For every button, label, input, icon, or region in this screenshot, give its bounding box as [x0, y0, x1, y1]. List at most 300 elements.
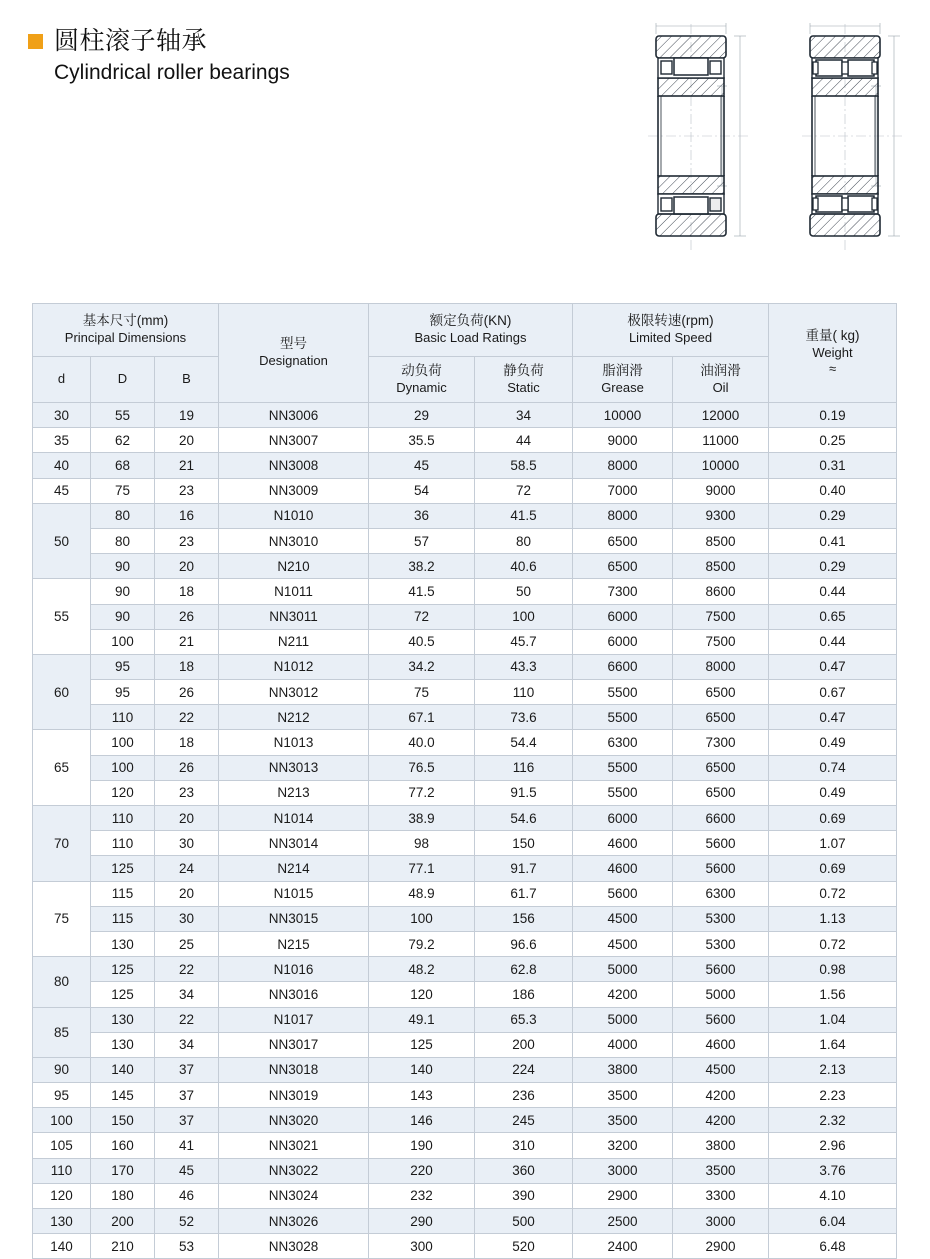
cell-width: 45	[155, 1158, 219, 1183]
cell-designation: NN3008	[219, 453, 369, 478]
header-basic-load-ratings	[369, 304, 573, 357]
page-title-english: Cylindrical roller bearings	[54, 61, 290, 84]
cell-dynamic-load: 232	[369, 1183, 475, 1208]
cell-weight: 0.98	[769, 957, 897, 982]
cell-weight: 4.10	[769, 1183, 897, 1208]
table-row	[33, 1133, 897, 1158]
cell-grease-speed: 4500	[573, 931, 673, 956]
cell-static-load: 310	[475, 1133, 573, 1158]
subheader-D	[91, 357, 155, 403]
table-row	[33, 503, 897, 528]
cell-dynamic-load: 125	[369, 1032, 475, 1057]
cell-static-load: 236	[475, 1083, 573, 1108]
cell-width: 41	[155, 1133, 219, 1158]
cell-static-load: 34	[475, 403, 573, 428]
cell-static-load: 224	[475, 1057, 573, 1082]
subheader-grease-cn: 脂润滑	[602, 362, 643, 378]
cell-weight: 2.96	[769, 1133, 897, 1158]
cell-weight: 0.25	[769, 428, 897, 453]
cell-designation: N1010	[219, 503, 369, 528]
cell-width: 18	[155, 730, 219, 755]
cell-oil-speed: 4600	[673, 1032, 769, 1057]
cell-grease-speed: 6600	[573, 654, 673, 679]
cell-designation: NN3009	[219, 478, 369, 503]
cell-oil-speed: 6600	[673, 806, 769, 831]
cell-designation: N215	[219, 931, 369, 956]
header-limited-speed	[573, 304, 769, 357]
cell-static-load: 186	[475, 982, 573, 1007]
cell-oil-speed: 2900	[673, 1234, 769, 1259]
cell-bore-diameter: 50	[33, 503, 91, 579]
table-header	[33, 304, 897, 403]
cell-designation: NN3020	[219, 1108, 369, 1133]
cell-width: 22	[155, 1007, 219, 1032]
cell-grease-speed: 5600	[573, 881, 673, 906]
cell-weight: 0.19	[769, 403, 897, 428]
cell-weight: 0.67	[769, 680, 897, 705]
cell-grease-speed: 3500	[573, 1083, 673, 1108]
cell-oil-speed: 6500	[673, 705, 769, 730]
cell-oil-speed: 4200	[673, 1108, 769, 1133]
cell-dynamic-load: 36	[369, 503, 475, 528]
cell-bore-diameter: 105	[33, 1133, 91, 1158]
header-basic-load-ratings-cn: 额定负荷(KN)	[429, 313, 512, 329]
cell-dynamic-load: 140	[369, 1057, 475, 1082]
cell-width: 26	[155, 755, 219, 780]
cell-static-load: 500	[475, 1209, 573, 1234]
cell-dynamic-load: 40.0	[369, 730, 475, 755]
subheader-B-label: B	[182, 371, 191, 387]
cell-static-load: 65.3	[475, 1007, 573, 1032]
cell-dynamic-load: 41.5	[369, 579, 475, 604]
cell-oil-speed: 8500	[673, 528, 769, 553]
cell-oil-speed: 6300	[673, 881, 769, 906]
cell-width: 25	[155, 931, 219, 956]
table-row	[33, 1007, 897, 1032]
cell-grease-speed: 4600	[573, 856, 673, 881]
cell-dynamic-load: 29	[369, 403, 475, 428]
cell-width: 24	[155, 856, 219, 881]
header-weight-approx: ≈	[828, 361, 837, 377]
cell-static-load: 245	[475, 1108, 573, 1133]
cell-designation: N1012	[219, 654, 369, 679]
cell-dynamic-load: 290	[369, 1209, 475, 1234]
cell-weight: 0.41	[769, 528, 897, 553]
cell-static-load: 150	[475, 831, 573, 856]
table-row	[33, 831, 897, 856]
cell-grease-speed: 4600	[573, 831, 673, 856]
cell-dynamic-load: 38.2	[369, 554, 475, 579]
cell-designation: NN3021	[219, 1133, 369, 1158]
header-principal-dimensions-en: Principal Dimensions	[64, 330, 187, 346]
cell-bore-diameter: 30	[33, 403, 91, 428]
cell-weight: 6.48	[769, 1234, 897, 1259]
table-row	[33, 806, 897, 831]
cell-width: 21	[155, 629, 219, 654]
cell-bore-diameter: 60	[33, 654, 91, 730]
subheader-oil-cn: 油润滑	[700, 362, 741, 378]
cell-weight: 0.40	[769, 478, 897, 503]
cell-oil-speed: 8000	[673, 654, 769, 679]
cell-dynamic-load: 38.9	[369, 806, 475, 831]
cell-oil-speed: 5300	[673, 906, 769, 931]
cell-designation: N210	[219, 554, 369, 579]
cell-dynamic-load: 146	[369, 1108, 475, 1133]
cell-oil-speed: 7500	[673, 604, 769, 629]
table-row	[33, 1158, 897, 1183]
cell-grease-speed: 2900	[573, 1183, 673, 1208]
table-row	[33, 1108, 897, 1133]
cell-width: 30	[155, 906, 219, 931]
cell-outer-diameter: 90	[91, 604, 155, 629]
table-row	[33, 1032, 897, 1057]
cell-weight: 0.31	[769, 453, 897, 478]
cell-width: 23	[155, 528, 219, 553]
cell-grease-speed: 3200	[573, 1133, 673, 1158]
cell-width: 37	[155, 1057, 219, 1082]
cell-dynamic-load: 76.5	[369, 755, 475, 780]
cell-outer-diameter: 125	[91, 957, 155, 982]
subheader-oil-en: Oil	[712, 379, 729, 395]
table-row	[33, 1183, 897, 1208]
cell-bore-diameter: 140	[33, 1234, 91, 1259]
cell-width: 34	[155, 1032, 219, 1057]
subheader-d-label: d	[57, 371, 66, 387]
cell-designation: NN3013	[219, 755, 369, 780]
header-principal-dimensions-cn: 基本尺寸(mm)	[82, 313, 169, 329]
cell-oil-speed: 8600	[673, 579, 769, 604]
cell-outer-diameter: 100	[91, 629, 155, 654]
cell-bore-diameter: 100	[33, 1108, 91, 1133]
cell-static-load: 54.6	[475, 806, 573, 831]
table-row	[33, 1209, 897, 1234]
cell-weight: 1.56	[769, 982, 897, 1007]
header-basic-load-ratings-en: Basic Load Ratings	[414, 330, 527, 346]
cell-grease-speed: 4500	[573, 906, 673, 931]
cell-static-load: 100	[475, 604, 573, 629]
cell-bore-diameter: 85	[33, 1007, 91, 1057]
table-header-group-row	[33, 304, 897, 357]
cell-outer-diameter: 110	[91, 806, 155, 831]
cell-oil-speed: 9300	[673, 503, 769, 528]
cell-outer-diameter: 115	[91, 906, 155, 931]
cell-width: 21	[155, 453, 219, 478]
header-limited-speed-cn: 极限转速(rpm)	[627, 313, 714, 329]
cell-width: 23	[155, 780, 219, 805]
cell-static-load: 96.6	[475, 931, 573, 956]
cell-oil-speed: 6500	[673, 680, 769, 705]
table-row	[33, 528, 897, 553]
cell-dynamic-load: 67.1	[369, 705, 475, 730]
cell-static-load: 80	[475, 528, 573, 553]
cell-designation: N211	[219, 629, 369, 654]
cell-grease-speed: 3500	[573, 1108, 673, 1133]
cell-static-load: 91.7	[475, 856, 573, 881]
cell-bore-diameter: 75	[33, 881, 91, 957]
cell-dynamic-load: 49.1	[369, 1007, 475, 1032]
cell-designation: N214	[219, 856, 369, 881]
cell-weight: 0.69	[769, 856, 897, 881]
cell-width: 34	[155, 982, 219, 1007]
table-row	[33, 780, 897, 805]
cell-designation: NN3016	[219, 982, 369, 1007]
cell-oil-speed: 6500	[673, 755, 769, 780]
cell-weight: 0.65	[769, 604, 897, 629]
cell-weight: 0.49	[769, 730, 897, 755]
cell-designation: NN3026	[219, 1209, 369, 1234]
cell-dynamic-load: 75	[369, 680, 475, 705]
table-row	[33, 906, 897, 931]
subheader-oil	[673, 357, 769, 403]
cell-outer-diameter: 130	[91, 931, 155, 956]
cell-static-load: 54.4	[475, 730, 573, 755]
cell-grease-speed: 8000	[573, 503, 673, 528]
cell-outer-diameter: 170	[91, 1158, 155, 1183]
header-limited-speed-en: Limited Speed	[628, 330, 713, 346]
cell-static-load: 520	[475, 1234, 573, 1259]
cell-outer-diameter: 80	[91, 528, 155, 553]
cell-grease-speed: 6300	[573, 730, 673, 755]
table-subheader-row	[33, 357, 897, 403]
cell-outer-diameter: 100	[91, 755, 155, 780]
cell-designation: NN3022	[219, 1158, 369, 1183]
cell-dynamic-load: 220	[369, 1158, 475, 1183]
cell-grease-speed: 6500	[573, 554, 673, 579]
table-row	[33, 755, 897, 780]
cell-dynamic-load: 54	[369, 478, 475, 503]
cell-bore-diameter: 95	[33, 1083, 91, 1108]
cell-static-load: 200	[475, 1032, 573, 1057]
cell-designation: NN3028	[219, 1234, 369, 1259]
subheader-grease-en: Grease	[601, 379, 644, 395]
cell-bore-diameter: 40	[33, 453, 91, 478]
cell-oil-speed: 7300	[673, 730, 769, 755]
cell-oil-speed: 4500	[673, 1057, 769, 1082]
cell-dynamic-load: 100	[369, 906, 475, 931]
cell-width: 23	[155, 478, 219, 503]
table-row	[33, 604, 897, 629]
single-row-bearing-diagram	[648, 23, 748, 250]
cell-bore-diameter: 120	[33, 1183, 91, 1208]
cell-grease-speed: 7000	[573, 478, 673, 503]
table-row	[33, 931, 897, 956]
cell-designation: NN3007	[219, 428, 369, 453]
cell-width: 19	[155, 403, 219, 428]
cell-outer-diameter: 62	[91, 428, 155, 453]
double-row-bearing-diagram	[802, 23, 902, 250]
cell-dynamic-load: 45	[369, 453, 475, 478]
subheader-D-label: D	[117, 371, 128, 387]
cell-grease-speed: 3800	[573, 1057, 673, 1082]
specification-table-container	[32, 303, 896, 1259]
cell-weight: 1.07	[769, 831, 897, 856]
cell-static-load: 44	[475, 428, 573, 453]
cell-grease-speed: 6000	[573, 806, 673, 831]
cell-bore-diameter: 35	[33, 428, 91, 453]
cell-outer-diameter: 110	[91, 705, 155, 730]
cell-oil-speed: 8500	[673, 554, 769, 579]
cell-grease-speed: 5500	[573, 705, 673, 730]
cell-width: 18	[155, 579, 219, 604]
cell-outer-diameter: 125	[91, 982, 155, 1007]
cell-dynamic-load: 77.1	[369, 856, 475, 881]
subheader-dynamic-en: Dynamic	[396, 379, 447, 395]
table-row	[33, 680, 897, 705]
table-row	[33, 554, 897, 579]
cell-weight: 0.29	[769, 554, 897, 579]
cell-outer-diameter: 80	[91, 503, 155, 528]
cell-outer-diameter: 180	[91, 1183, 155, 1208]
cell-oil-speed: 11000	[673, 428, 769, 453]
cell-grease-speed: 4200	[573, 982, 673, 1007]
cell-weight: 0.47	[769, 705, 897, 730]
cell-static-load: 156	[475, 906, 573, 931]
table-row	[33, 478, 897, 503]
page-header	[0, 0, 600, 270]
cell-static-load: 360	[475, 1158, 573, 1183]
cell-width: 37	[155, 1108, 219, 1133]
cell-weight: 2.23	[769, 1083, 897, 1108]
cell-designation: N1014	[219, 806, 369, 831]
cell-dynamic-load: 120	[369, 982, 475, 1007]
cell-weight: 0.69	[769, 806, 897, 831]
orange-square-bullet-icon	[28, 34, 43, 49]
cell-oil-speed: 5000	[673, 982, 769, 1007]
cell-designation: N1017	[219, 1007, 369, 1032]
table-row	[33, 982, 897, 1007]
cell-weight: 1.64	[769, 1032, 897, 1057]
cell-width: 22	[155, 705, 219, 730]
header-weight-cn: 重量( kg)	[805, 328, 860, 344]
table-row	[33, 1057, 897, 1082]
cell-oil-speed: 12000	[673, 403, 769, 428]
cell-grease-speed: 5500	[573, 780, 673, 805]
cell-designation: NN3024	[219, 1183, 369, 1208]
cell-bore-diameter: 80	[33, 957, 91, 1007]
cell-outer-diameter: 90	[91, 554, 155, 579]
cell-oil-speed: 6500	[673, 780, 769, 805]
cell-designation: NN3011	[219, 604, 369, 629]
cell-grease-speed: 10000	[573, 403, 673, 428]
cell-oil-speed: 3800	[673, 1133, 769, 1158]
header-designation-en: Designation	[259, 353, 328, 369]
title-block	[28, 26, 290, 86]
cell-oil-speed: 3300	[673, 1183, 769, 1208]
cell-dynamic-load: 98	[369, 831, 475, 856]
cell-width: 26	[155, 680, 219, 705]
table-row	[33, 579, 897, 604]
cell-grease-speed: 5500	[573, 680, 673, 705]
cell-static-load: 116	[475, 755, 573, 780]
cell-designation: N212	[219, 705, 369, 730]
cell-bore-diameter: 110	[33, 1158, 91, 1183]
cell-grease-speed: 5500	[573, 755, 673, 780]
cell-designation: NN3019	[219, 1083, 369, 1108]
cell-outer-diameter: 140	[91, 1057, 155, 1082]
cell-grease-speed: 2400	[573, 1234, 673, 1259]
header-weight-en: Weight	[812, 345, 853, 361]
bearing-diagrams	[630, 18, 922, 258]
cell-oil-speed: 3000	[673, 1209, 769, 1234]
cell-static-load: 45.7	[475, 629, 573, 654]
cell-width: 46	[155, 1183, 219, 1208]
cell-designation: N1016	[219, 957, 369, 982]
cell-dynamic-load: 300	[369, 1234, 475, 1259]
table-row	[33, 428, 897, 453]
subheader-d	[33, 357, 91, 403]
cell-designation: N213	[219, 780, 369, 805]
cell-designation: NN3006	[219, 403, 369, 428]
header-designation	[219, 304, 369, 403]
cell-outer-diameter: 145	[91, 1083, 155, 1108]
cell-weight: 1.13	[769, 906, 897, 931]
cell-designation: NN3015	[219, 906, 369, 931]
cell-weight: 3.76	[769, 1158, 897, 1183]
subheader-B	[155, 357, 219, 403]
cell-outer-diameter: 130	[91, 1032, 155, 1057]
table-row	[33, 730, 897, 755]
cell-static-load: 110	[475, 680, 573, 705]
bearing-section-drawings	[630, 18, 922, 258]
subheader-grease	[573, 357, 673, 403]
cell-outer-diameter: 200	[91, 1209, 155, 1234]
cell-dynamic-load: 143	[369, 1083, 475, 1108]
cell-grease-speed: 6000	[573, 604, 673, 629]
cell-bore-diameter: 55	[33, 579, 91, 655]
cell-dynamic-load: 35.5	[369, 428, 475, 453]
header-designation-cn: 型号	[280, 336, 307, 352]
cell-designation: NN3014	[219, 831, 369, 856]
cell-outer-diameter: 130	[91, 1007, 155, 1032]
cell-static-load: 61.7	[475, 881, 573, 906]
cell-static-load: 50	[475, 579, 573, 604]
cell-grease-speed: 6000	[573, 629, 673, 654]
cell-width: 20	[155, 428, 219, 453]
cell-oil-speed: 9000	[673, 478, 769, 503]
cell-grease-speed: 3000	[573, 1158, 673, 1183]
cell-width: 18	[155, 654, 219, 679]
cell-outer-diameter: 125	[91, 856, 155, 881]
cell-width: 53	[155, 1234, 219, 1259]
cell-dynamic-load: 48.2	[369, 957, 475, 982]
header-principal-dimensions	[33, 304, 219, 357]
table-row	[33, 881, 897, 906]
table-row	[33, 705, 897, 730]
table-row	[33, 957, 897, 982]
cell-dynamic-load: 77.2	[369, 780, 475, 805]
table-row	[33, 403, 897, 428]
subheader-static	[475, 357, 573, 403]
cell-oil-speed: 5600	[673, 856, 769, 881]
cell-dynamic-load: 79.2	[369, 931, 475, 956]
cell-oil-speed: 5600	[673, 1007, 769, 1032]
cell-width: 20	[155, 881, 219, 906]
cell-grease-speed: 9000	[573, 428, 673, 453]
cell-weight: 0.49	[769, 780, 897, 805]
cell-designation: N1011	[219, 579, 369, 604]
cell-dynamic-load: 190	[369, 1133, 475, 1158]
cell-weight: 0.47	[769, 654, 897, 679]
cell-weight: 0.72	[769, 931, 897, 956]
cell-width: 20	[155, 554, 219, 579]
cell-outer-diameter: 110	[91, 831, 155, 856]
cell-designation: N1013	[219, 730, 369, 755]
page-title-chinese: 圆柱滚子轴承	[54, 27, 208, 55]
cell-designation: NN3018	[219, 1057, 369, 1082]
cell-outer-diameter: 115	[91, 881, 155, 906]
cell-outer-diameter: 150	[91, 1108, 155, 1133]
cell-oil-speed: 4200	[673, 1083, 769, 1108]
